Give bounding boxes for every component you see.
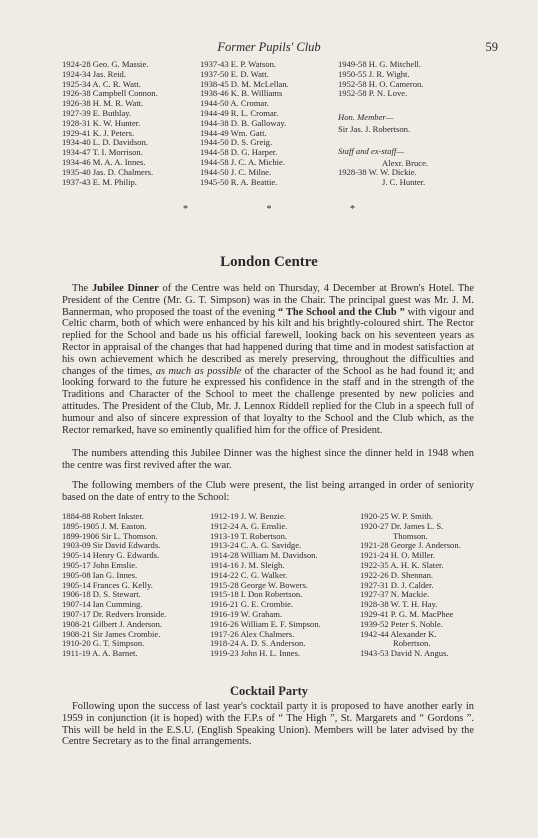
cocktail-party-paragraph: Following upon the success of last year's cocktail party it is proposed to have another early in 1959 in conjunction (it is hoped) with the F.P.s of “ The High ”, St. Margarets and “ Gordons ”. This will be held in the E.S.U. (English Speaking Union). Members will be later advised by the Centre Secretary as to the final arrangements.: [62, 701, 474, 748]
list-item: 1934-46 M. A. A. Innes.: [62, 156, 146, 167]
members-column-3: [360, 512, 502, 659]
member-item: 1908-21 Gilbert J. Anderson.: [62, 618, 163, 629]
member-item: 1943-53 David N. Angus.: [360, 648, 449, 659]
member-item: 1907-14 Ian Cumming.: [62, 599, 143, 610]
list-item: 1937-43 E. P. Watson.: [200, 59, 277, 69]
list-item: 1950-55 J. R. Wight.: [338, 68, 410, 79]
list-item: 1926-38 H. M. R. Watt.: [62, 98, 144, 109]
hon-member-heading: Hon. Member—: [338, 112, 394, 123]
member-item: 1915-18 I. Don Robertson.: [210, 589, 303, 600]
member-item: 1914-16 J. M. Sleigh.: [210, 559, 285, 570]
list-item: 1944-50 D. S. Greig.: [200, 137, 273, 148]
cocktail-party-heading: Cocktail Party: [229, 684, 309, 698]
list-item: 1924-34 Jas. Reid.: [62, 68, 126, 79]
london-centre-heading: London Centre: [220, 254, 318, 270]
member-item: 1942-44 Alexander K.: [360, 628, 437, 639]
list-item: 1935-40 Jas. D. Chalmers.: [62, 166, 154, 177]
members-column-1: [62, 512, 210, 659]
member-item: 1907-17 Dr. Redvers Ironside.: [62, 608, 167, 619]
list-item: 1928-31 K. W. Hunter.: [62, 117, 141, 128]
text-run: of the Centre was held on Thursday, 4 December at Brown's Hotel. The President of the Centre (Mr. G. T. Simpson) was in the Chair. The principal guest was Mr. J. M. Bannerman, who proposed the toast of the evening: [62, 283, 474, 318]
list-item: 1934-47 T. I. Morrison.: [62, 147, 143, 158]
member-item: 1913-24 C. A. G. Savidge.: [210, 540, 302, 551]
former-pupils-list: [62, 60, 502, 188]
list-column-1: [62, 60, 200, 188]
member-item: 1903-09 Sir David Edwards.: [62, 540, 161, 551]
text-run: of the character of the School as he had found it; and looking forward to the future he expressed his confidence in the staff and in the strength of the Traditions and Character of the School to meet the challenge presented by new policies and attitudes. The President of the Club, Mr. J. Lennox Riddell replied for the Club in a speech full of humour and also of sincere expression of that loyalty to the School and the Club which, as the Rector remarked, have so eminently qualified him for the office of President.: [62, 365, 474, 436]
member-item: 1899-1906 Sir L. Thomson.: [62, 530, 158, 541]
member-item: 1927-31 D. J. Calder.: [360, 579, 434, 590]
member-item: 1927-37 N. Mackie.: [360, 589, 430, 600]
list-item: 1952-58 P. N. Love.: [338, 88, 408, 99]
list-item: 1924-28 Geo. G. Massie.: [62, 59, 149, 69]
italic-phrase: as much as possible: [155, 365, 242, 377]
page-number: 59: [485, 40, 498, 54]
member-item: 1921-24 H. O. Miller.: [360, 550, 435, 561]
member-item: 1918-24 A. D. S. Anderson.: [210, 638, 306, 649]
member-item: 1921-28 George J. Anderson.: [360, 540, 461, 551]
hon-member-name: Sir Jas. J. Robertson.: [338, 123, 411, 134]
text-run: with vigour and Celtic charm, both of which were enhanced by his kilt and his brightly-coloured shirt. The Rector replied for the School and bade us his official farewell, looking back on his seventeen years as Rector in appraisal of the changes that had happened during that time and in modest satisfaction at his own achievement which he described as merely preserving, throughout the difficulties and changes of the times,: [62, 306, 474, 377]
list-item: 1925-34 A. C. R. Watt.: [62, 78, 141, 89]
list-item: 1944-49 R. L. Cromar.: [200, 107, 279, 118]
member-item-continued: Robertson.: [393, 638, 431, 649]
member-item: 1906-18 D. S. Stewart.: [62, 589, 141, 600]
member-item-continued: Thomson.: [393, 530, 428, 541]
list-item: 1944-50 J. C. Milne.: [200, 166, 272, 177]
member-item: 1905-17 John Emslie.: [62, 559, 138, 570]
list-item: 1929-41 K. J. Peters.: [62, 127, 135, 138]
member-item: 1905-14 Henry G. Edwards.: [62, 550, 160, 561]
member-item: 1916-19 W. Graham.: [210, 608, 283, 619]
member-item: 1920-25 W. P. Smith.: [360, 511, 434, 521]
member-item: 1910-20 G. T. Simpson.: [62, 638, 145, 649]
list-item: 1952-58 H. O. Cameron.: [338, 78, 424, 89]
list-item: 1949-58 H. G. Mitchell.: [338, 59, 422, 69]
staff-name: J. C. Hunter.: [382, 177, 426, 188]
staff-name: Alexr. Bruce.: [382, 157, 429, 168]
member-item: 1929-41 P. G. M. MacPhee: [360, 608, 454, 619]
attendance-paragraph: The numbers attending this Jubilee Dinner was the highest since the dinner held in 1948 when the centre was first revived after the war.: [62, 448, 474, 471]
members-column-2: [210, 512, 360, 659]
toast-title-bold: “ The School and the Club ”: [278, 306, 405, 318]
list-item: 1944-50 A. Cromar.: [200, 98, 269, 109]
member-item: 1914-28 William M. Davidson.: [210, 550, 318, 561]
member-item: 1922-35 A. H. K. Slater.: [360, 559, 444, 570]
member-item: 1916-21 G. E. Crombie.: [210, 599, 294, 610]
member-item: 1905-08 Ian G. Innes.: [62, 569, 138, 580]
text-run: The: [72, 283, 92, 294]
list-item: 1937-43 E. M. Philip.: [62, 176, 137, 187]
list-item: 1927-39 E. Buthlay.: [62, 107, 132, 118]
members-intro-paragraph: The following members of the Club were present, the list being arranged in order of seniority based on the date of entry to the School:: [62, 480, 474, 503]
member-item: 1895-1905 J. M. Easton.: [62, 520, 147, 531]
staff-name: 1928-38 W. W. Dickie.: [338, 167, 417, 178]
members-present-list: [62, 512, 502, 659]
running-title: Former Pupils' Club: [217, 40, 321, 54]
member-item: 1922-26 D. Shennan.: [360, 569, 434, 580]
member-item: 1908-21 Sir James Crombie.: [62, 628, 161, 639]
jubilee-dinner-bold: Jubilee Dinner: [91, 283, 159, 294]
member-item: 1919-23 John H. L. Innes.: [210, 648, 300, 659]
list-item: 1938-45 D. M. McLellan.: [200, 78, 289, 89]
section-divider: * * *: [183, 204, 393, 215]
list-item: 1937-50 E. D. Watt.: [200, 68, 269, 79]
member-item: 1917-26 Alex Chalmers.: [210, 628, 295, 639]
member-item: 1912-19 J. W. Benzie.: [210, 511, 286, 521]
list-item: 1944-58 J. C. A. Michie.: [200, 156, 285, 167]
member-item: 1916-26 William E. F. Simpson.: [210, 618, 321, 629]
member-item: 1920-27 Dr. James L. S.: [360, 520, 444, 531]
member-item: 1915-28 George W. Bowers.: [210, 579, 308, 590]
member-item: 1914-22 C. G. Walker.: [210, 569, 288, 580]
member-item: 1928-38 W. T. H. Hay.: [360, 599, 438, 610]
list-column-3: [338, 60, 502, 188]
list-item: 1934-40 L. D. Davidson.: [62, 137, 148, 148]
list-item: 1944-49 Wm. Gatt.: [200, 127, 267, 138]
member-item: 1905-14 Frances G. Kelly.: [62, 579, 153, 590]
jubilee-dinner-paragraph: [62, 283, 474, 436]
list-item: 1926-38 Campbell Connon.: [62, 88, 158, 99]
list-item: 1944-58 D. G. Harper.: [200, 147, 278, 158]
list-item: 1938-46 K. B. Williams: [200, 88, 283, 99]
list-column-2: [200, 60, 338, 188]
list-item: 1945-50 R. A. Beattie.: [200, 176, 278, 187]
list-item: 1944-38 D. B. Galloway.: [200, 117, 287, 128]
member-item: 1884-88 Robert Inkster.: [62, 511, 144, 521]
member-item: 1912-24 A. G. Emslie.: [210, 520, 288, 531]
staff-heading: Staff and ex-staff—: [338, 145, 404, 156]
member-item: 1911-19 A. A. Barnet.: [62, 648, 138, 659]
member-item: 1939-52 Peter S. Noble.: [360, 618, 443, 629]
member-item: 1913-19 T. Robertson.: [210, 530, 288, 541]
